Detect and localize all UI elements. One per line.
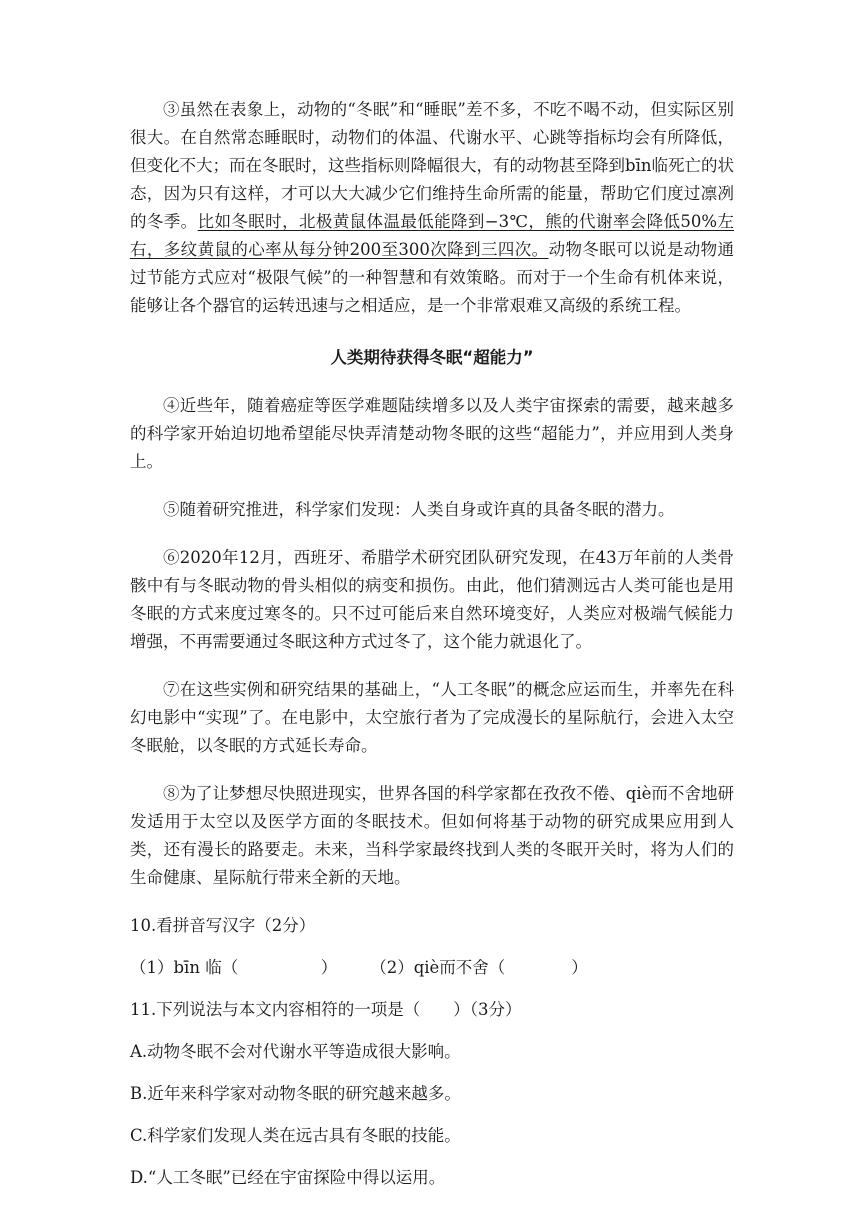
- section-heading: 人类期待获得冬眠“超能力”: [330, 348, 534, 367]
- paragraph-3-text-c: 动物冬眠可以说是动物通过节能方式应对“极限气候”的一种智慧和有效策略。而对于一个生命有机体来说，能够让各个器官的运转迅速与之相适应，是一个非常艰难又高级的系统工程。: [130, 240, 735, 315]
- paragraph-3-text-a: ③虽然在表象上，动物的“冬眠”和“睡眠”差不多，不吃不喝不动，但实际区别很大。在自然常态睡眠时，动物们的体温、代谢水平、心跳等指标均会有所降低，但变化不大；而在冬眠时，这些指标则降幅很大，有的动物甚至降到bīn临死亡的状态，因为只有这样，才可以大大减少它们维持生命所需的能量，帮助它们度过凛冽的冬季。: [130, 100, 734, 231]
- question-11-option-d: D.“人工冬眠”已经在宇宙探险中得以运用。: [130, 1168, 446, 1187]
- question-11-option-a: A.动物冬眠不会对代谢水平等造成很大影响。: [130, 1042, 461, 1061]
- paragraph-3: [130, 96, 734, 320]
- paragraph-6: ⑥2020年12月，西班牙、希腊学术研究团队研究发现，在43万年前的人类骨骸中有与冬眠动物的骨头相似的病变和损伤。由此，他们猜测远古人类可能也是用冬眠的方式来度过寒冬的。只不过可能后来自然环境变好，人类应对极端气候能力增强，不再需要通过冬眠这种方式过冬了，这个能力就退化了。: [130, 548, 734, 651]
- paragraph-4: ④近些年，随着癌症等医学难题陆续增多以及人类宇宙探索的需要，越来越多的科学家开始迫切地希望能尽快弄清楚动物冬眠的这些“超能力”，并应用到人类身上。: [130, 396, 734, 471]
- paragraph-5: ⑤随着研究推进，科学家们发现：人类自身或许真的具备冬眠的潜力。: [163, 500, 675, 519]
- question-10-answers: （1）bīn 临（ ） （2）qiè而不舍（ ）: [130, 958, 588, 977]
- question-11-option-b: B.近年来科学家对动物冬眠的研究越来越多。: [130, 1084, 461, 1103]
- question-10-stem: 10.看拼音写汉字（2分）: [130, 916, 316, 935]
- question-11-stem: 11.下列说法与本文内容相符的一项是（ ）（3分）: [130, 1000, 522, 1019]
- document-page: [130, 96, 734, 1192]
- paragraph-3-underlined-text: 比如冬眠时，北极黄鼠体温最低能降到−3℃，熊的代谢率会降低50%左右，多纹黄鼠的心率从每分钟200至300次降到三四次。: [130, 212, 735, 259]
- question-11-option-c: C.科学家们发现人类在远古具有冬眠的技能。: [130, 1126, 461, 1145]
- paragraph-8: ⑧为了让梦想尽快照进现实，世界各国的科学家都在孜孜不倦、qiè而不舍地研发适用于太空以及医学方面的冬眠技术。但如何将基于动物的研究成果应用到人类，还有漫长的路要走。未来，当科学家最终找到人类的冬眠开关时，将为人们的生命健康、星际航行带来全新的天地。: [130, 784, 734, 887]
- paragraph-7: ⑦在这些实例和研究结果的基础上，“人工冬眠”的概念应运而生，并率先在科幻电影中“实现”了。在电影中，太空旅行者为了完成漫长的星际航行，会进入太空冬眠舱，以冬眠的方式延长寿命。: [130, 680, 734, 755]
